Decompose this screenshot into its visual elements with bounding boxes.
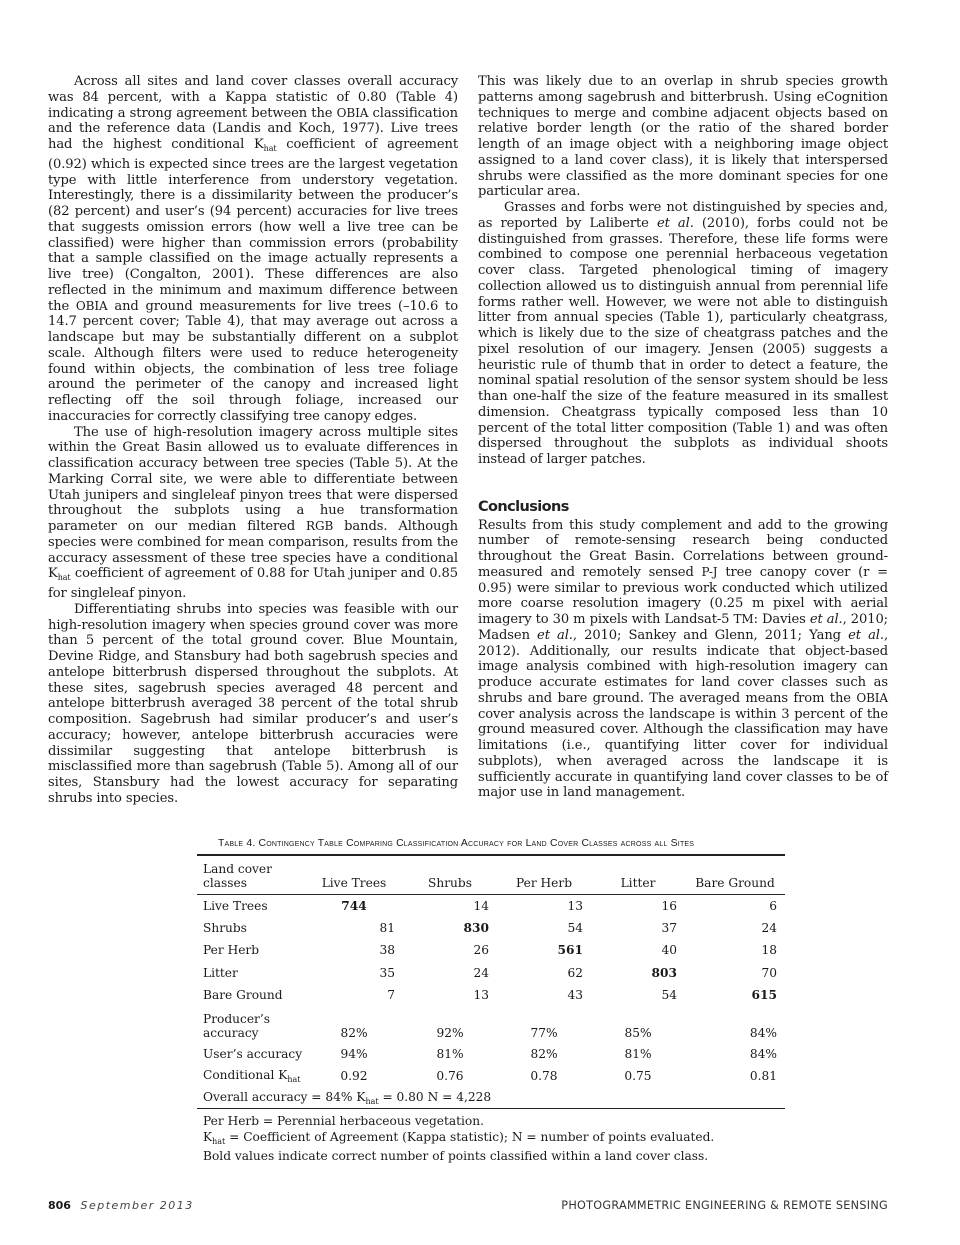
table-row [197,917,785,939]
column-header: Litter [591,856,685,895]
table-cell: 615 [751,987,777,1002]
overall-accuracy: Overall accuracy = 84% $K_{hat} = 0.80$ N = 4,228 [197,1087,785,1109]
page-footer-left [48,1199,194,1212]
table-cell: 18 [761,943,777,958]
issue-date: September 2013 [80,1199,194,1212]
table-corner-header: Land cover classes [197,856,305,895]
table-cell: 94% [340,1047,368,1062]
section-heading-conclusions: Conclusions [478,498,569,515]
row-label: Producer’s accuracy [203,1011,271,1040]
table-cell: 37 [661,921,677,936]
table-cell: 35 [379,965,395,980]
table-cell: 85% [624,1025,652,1040]
table-notes [197,1114,785,1164]
table-cell: 0.76 [436,1069,464,1084]
table-cell: 26 [473,943,489,958]
table-cell: 81% [624,1047,652,1062]
table-cell: 38 [379,943,395,958]
contingency-table [197,856,785,1109]
left-column [48,74,458,807]
table-cell: 92% [436,1025,464,1040]
users-accuracy-row [197,1043,785,1065]
table-row [197,895,785,918]
table-caption: Table 4. Contingency Table Comparing Classification Accuracy for Land Cover Classes across all Sites [218,838,695,849]
table-cell: 7 [387,987,395,1002]
conditional-khat-row [197,1065,785,1087]
table-cell: 62 [567,965,583,980]
table-cell: 744 [341,899,367,914]
row-label: Live Trees [203,899,268,914]
left-paragraph-1: Across all sites and land cover classes overall accuracy was 84 percent, with a Kappa statistic of 0.80 (Table 4) indicating a strong agreement between the OBIA classification and the reference data (Landis and Koch, 1977). Live trees had the highest conditional $K_{hat}$ coefficient of agreement (0.92) which is expected since trees are the largest vegetation type with little interference from understory vegetation. Interestingly, there is a dissimilarity between the producer’s (82 percent) and user’s (94 percent) accuracies for live trees that suggests omission errors (how well a live tree can be classified) were higher than commission errors (probability that a sample classified on the image actually represents a live tree) (Congalton, 2001). These differences are also reflected in the minimum and maximum difference between the OBIA and ground measurements for live trees (–10.6 to 14.7 percent cover; Table 4), that may average out across a landscape but may be substantially different on a subplot scale. Although filters were used to reduce heterogeneity found within objects, the combination of less tree foliage around the perimeter of the canopy and increased light reflecting off the soil through foliage, increased our inaccuracies for correctly classifying tree canopy edges. [48,74,458,424]
table-cell: 54 [661,987,677,1002]
table-cell: 84% [749,1025,777,1040]
journal-name: PHOTOGRAMMETRIC ENGINEERING & REMOTE SENSING [561,1199,888,1212]
table-cell: 830 [463,921,489,936]
table-cell: 40 [661,943,677,958]
table-row [197,939,785,961]
left-paragraph-2: The use of high-resolution imagery across multiple sites within the Great Basin allowed us to evaluate differences in classification accuracy between tree species (Table 5). At the Marking Corral site, we were able to differentiate between Utah junipers and singleleaf pinyon trees that were dispersed throughout the subplots using a hue transformation parameter on our median filtered RGB bands. Although species were combined for mean comparison, results from the accuracy assessment of these tree species have a conditional $K_{hat}$ coefficient of agreement of 0.88 for Utah juniper and 0.85 for singleleaf pinyon. [48,424,459,601]
table-cell: 24 [761,921,777,936]
table-cell: 43 [567,987,583,1002]
table-note: Per Herb = Perennial herbaceous vegetation. [203,1114,484,1129]
table-cell: 14 [473,899,489,914]
table-cell: 0.92 [340,1069,368,1084]
left-paragraph-3: Differentiating shrubs into species was feasible with our high-resolution imagery when species ground cover was more than 5 percent of the total ground cover. Blue Mountain, Devine Ridge, and Stansbury had both sagebrush species and antelope bitterbrush dispersed throughout the subplots. At these sites, sagebrush species averaged 48 percent and antelope bitterbrush averaged 38 percent of the total shrub composition. Sagebrush had similar producer’s and user’s accuracy; however, antelope bitterbrush accuracies were dissimilar suggesting that antelope bitterbrush is misclassified more than sagebrush (Table 5). Among all of our sites, Stansbury had the lowest accuracy for separating shrubs into species. [48,601,458,806]
table-cell: 0.75 [624,1069,652,1084]
table-note: Bold values indicate correct number of points classified within a land cover class. [203,1149,709,1164]
table-cell: 0.81 [749,1069,777,1084]
table-cell: 84% [749,1047,777,1062]
row-label: Litter [203,965,238,980]
column-header: Bare Ground [685,856,785,895]
table-cell: 561 [557,943,583,958]
table-header-row [197,856,785,895]
row-label: Conditional $K_{hat}$ [203,1068,301,1085]
table-row [197,962,785,984]
right-paragraph-2: Grasses and forbs were not distinguished by species and, as reported by Laliberte et al. (2010), forbs could not be distinguished from grasses. Therefore, these life forms were combined to compose one perennial herbaceous vegetation cover class. Targeted phenological timing of imagery collection allowed us to distinguish annual from perennial life forms rather well. However, we were not able to distinguish litter from annual species (Table 1), particularly cheatgrass, which is likely due to the size of cheatgrass patches and the pixel resolution of our imagery. Jensen (2005) suggests a heuristic rule of thumb that in order to detect a feature, the nominal spatial resolution of the sensor system should be less than one-half the size of the feature measured in its smallest dimension. Cheatgrass typically composed less than 10 percent of the total litter composition (Table 1) and was often dispersed throughout the subplots as individual shoots instead of larger patches. [478,200,888,467]
row-label: Shrubs [203,921,247,936]
page-number: 806 [48,1199,71,1212]
table-cell: 24 [473,965,489,980]
right-paragraph-3: Results from this study complement and add to the growing number of remote-sensing research being conducted throughout the Great Basin. Correlations between ground-measured and remotely sensed P-J tree canopy cover (r = 0.95) were similar to previous work conducted which utilized more coarse resolution imagery (0.25 m pixel with aerial imagery to 30 m pixels with Landsat-5 TM: Davies et al., 2010; Madsen et al., 2010; Sankey and Glenn, 2011; Yang et al., 2012). Additionally, our results indicate that object-based image analysis combined with high-resolution imagery can produce accurate estimates for land cover classes such as shrubs and bare ground. The averaged means from the OBIA cover analysis across the landscape is within 3 percent of the ground measured cover. Although the classification may have limitations (i.e., quantifying litter cover for individual subplots), when averaged across the landscape it is sufficiently accurate in quantifying land cover classes to be of major use in land management. [478,517,889,801]
table-cell: 82% [530,1047,558,1062]
table-cell: 0.78 [530,1069,558,1084]
table-cell: 16 [661,899,677,914]
row-label: Per Herb [203,943,260,958]
table-cell: 13 [567,899,583,914]
table-cell: 81% [436,1047,464,1062]
table-cell: 70 [761,965,777,980]
right-paragraph-1: This was likely due to an overlap in shrub species growth patterns among sagebrush and bitterbrush. Using eCognition techniques to merge and combine adjacent objects based on relative border length (or the ratio of the shared border length of an image object with a neighboring image object assigned to a land cover class), it is likely that interspersed shrubs were classified as the more dominant species for one particular area. [478,74,888,200]
table-cell: 803 [651,965,677,980]
row-label: User’s accuracy [203,1047,303,1062]
table-note: $K_{hat}$ = Coefficient of Agreement (Kappa statistic); N = number of points evaluated. [203,1129,715,1146]
producers-accuracy-row [197,1006,785,1043]
table-cell: 54 [567,921,583,936]
table-row [197,984,785,1006]
column-header: Live Trees [305,856,403,895]
column-header: Per Herb [497,856,591,895]
table-cell: 6 [769,899,777,914]
table-cell: 13 [473,987,489,1002]
overall-accuracy-row [197,1087,785,1109]
table-cell: 82% [340,1025,368,1040]
table-4 [197,838,785,1165]
table-cell: 77% [530,1025,558,1040]
column-header: Shrubs [403,856,497,895]
table-cell: 81 [379,921,395,936]
row-label: Bare Ground [203,987,283,1002]
right-column [478,74,888,801]
